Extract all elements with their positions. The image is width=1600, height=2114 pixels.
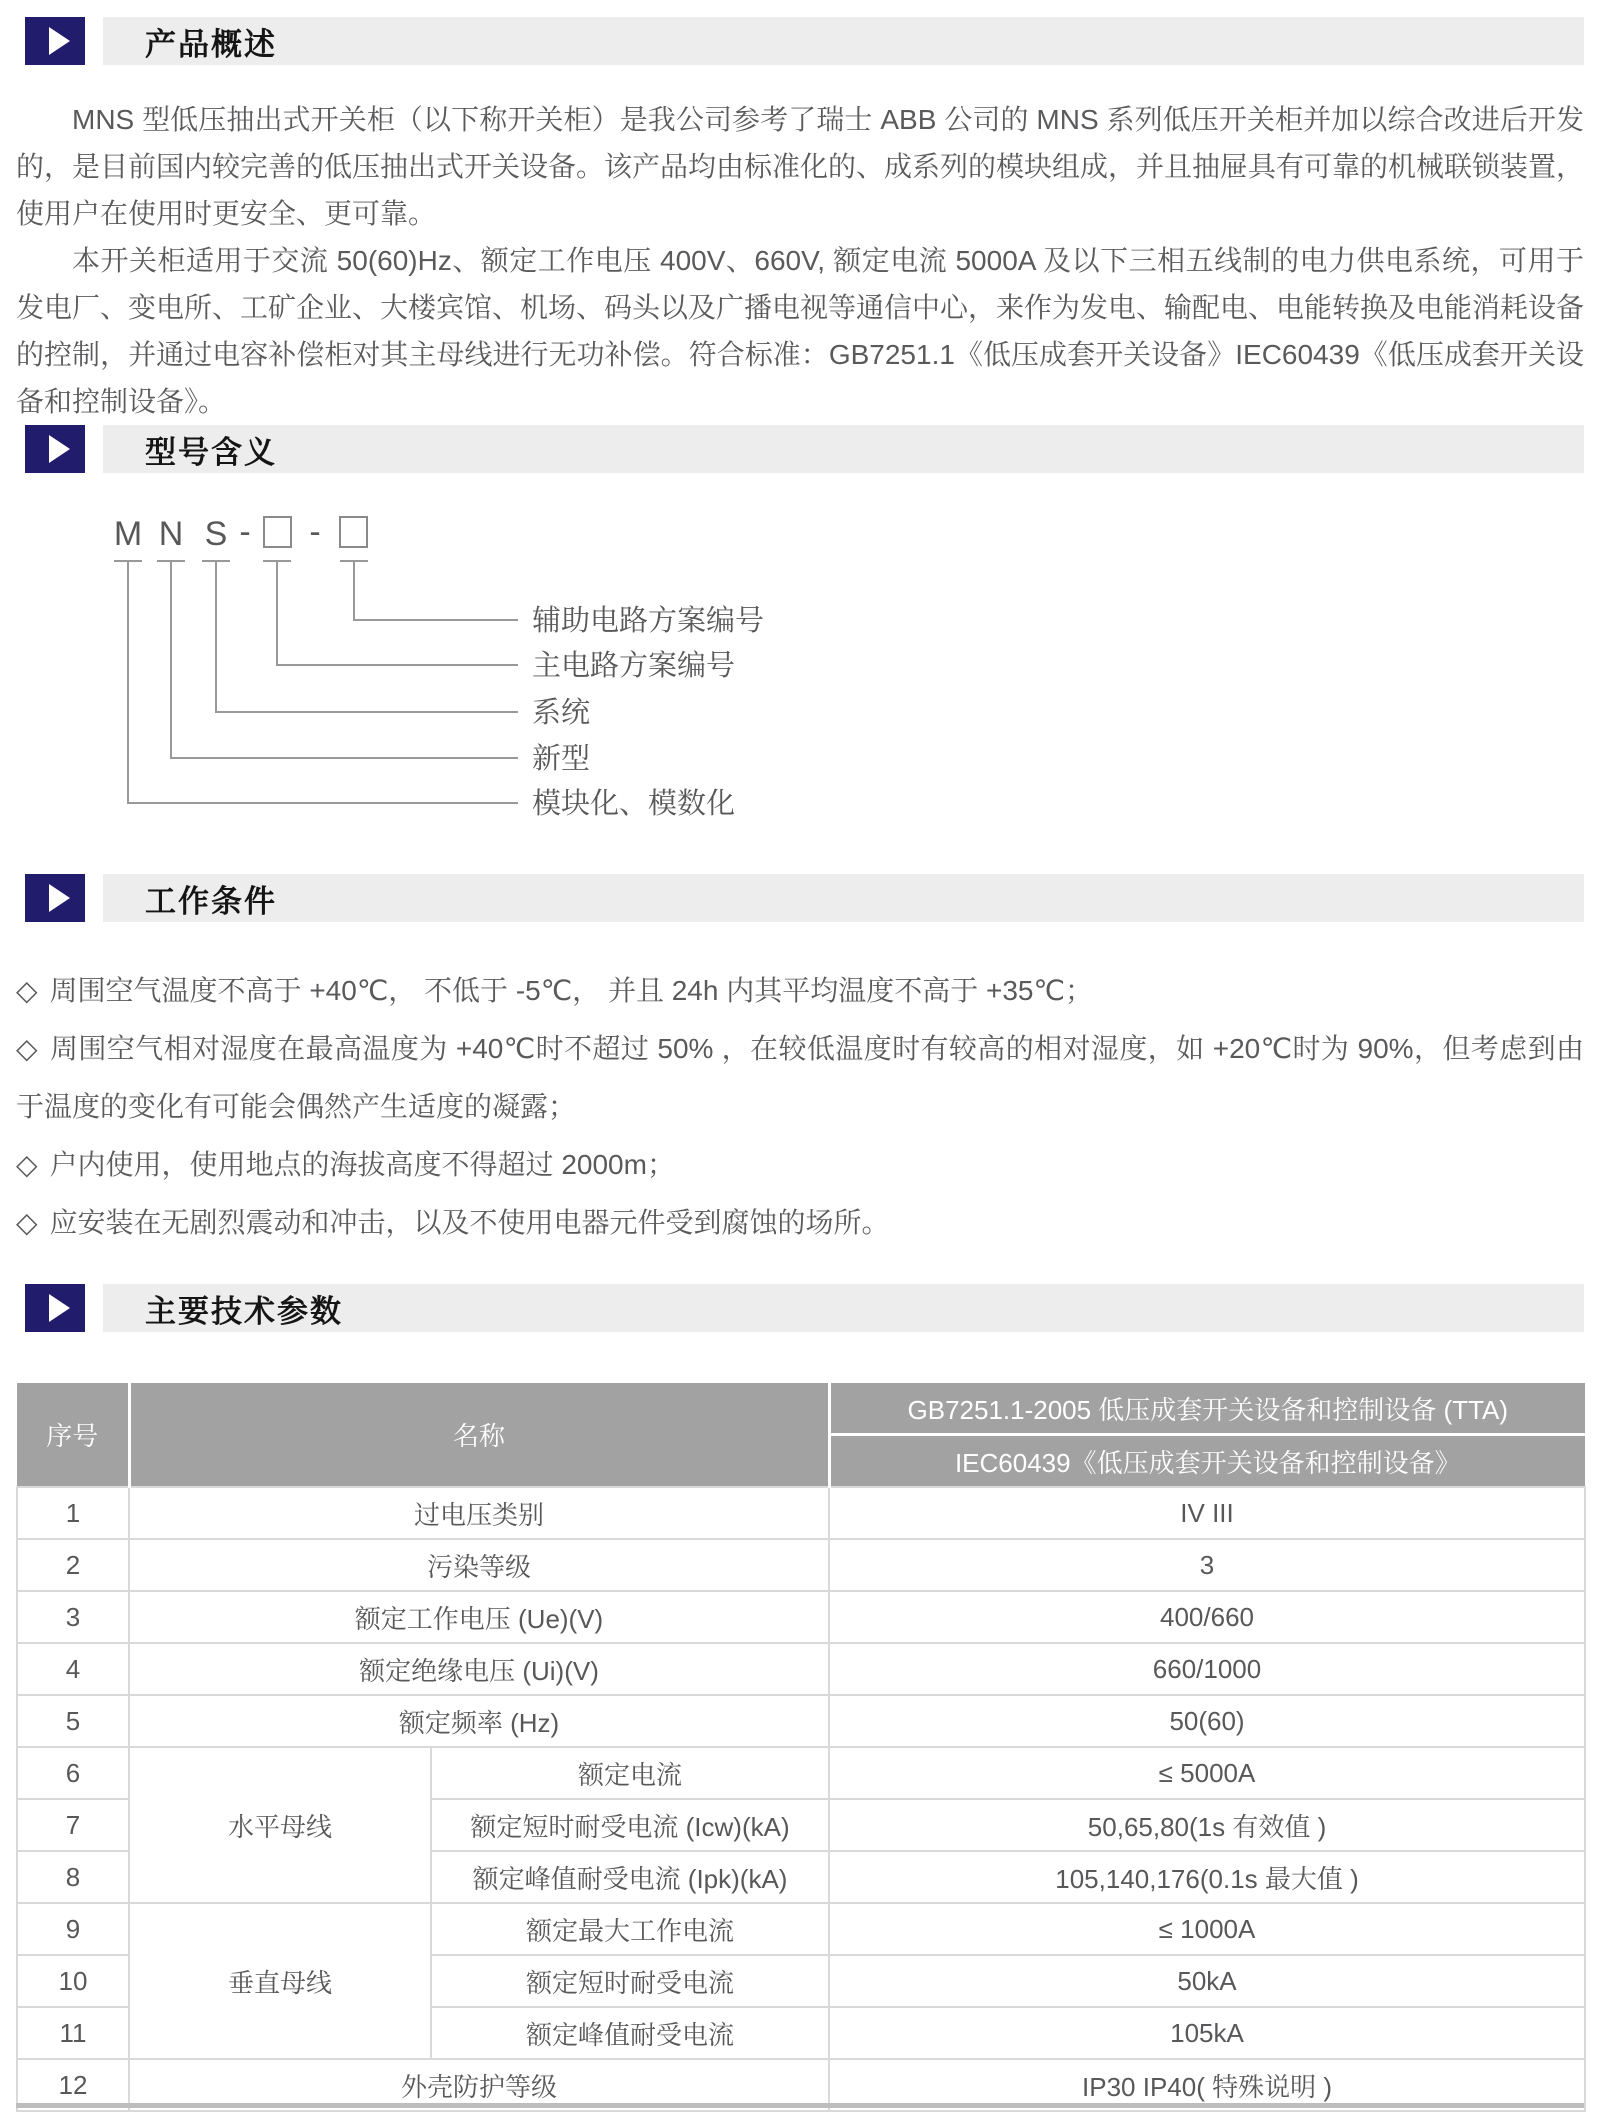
value-cell: 105kA	[829, 2007, 1585, 2059]
table-row	[17, 1591, 1585, 1643]
model-placeholder-box	[340, 517, 367, 547]
section-arrow-box	[25, 425, 85, 473]
parameters-table	[16, 1383, 1586, 2112]
name-cell: 额定短时耐受电流 (Icw)(kA)	[431, 1799, 829, 1851]
name-cell: 污染等级	[129, 1539, 829, 1591]
table-header-row	[17, 1383, 1585, 1435]
section-header-model	[25, 425, 1584, 473]
section-arrow-box	[25, 17, 85, 65]
table-row	[17, 1539, 1585, 1591]
col-header-no: 序号	[17, 1383, 129, 1487]
diamond-bullet-icon: ◇	[16, 1149, 38, 1180]
condition-item	[16, 1020, 1584, 1136]
name-cell: 额定频率 (Hz)	[129, 1695, 829, 1747]
model-label: 主电路方案编号	[532, 650, 736, 682]
parameters-table-header	[17, 1383, 1585, 1487]
model-label: 模块化、模数化	[532, 788, 736, 820]
name-cell: 额定峰值耐受电流	[431, 2007, 829, 2059]
section-title: 产品概述	[145, 26, 277, 62]
condition-text: 周围空气相对湿度在最高温度为 +40℃时不超过 50% ，在较低温度时有较高的相对湿度，如 +20℃时为 90%，但考虑到由于温度的变化有可能会偶然产生适度的凝露；	[16, 1033, 1584, 1122]
section-header-overview	[25, 17, 1584, 65]
condition-text: 应安装在无剧烈震动和冲击，以及不使用电器元件受到腐蚀的场所。	[49, 1207, 890, 1238]
col-header-standard-gb: GB7251.1-2005 低压成套开关设备和控制设备 (TTA)	[829, 1383, 1585, 1435]
col-header-standard-iec: IEC60439《低压成套开关设备和控制设备》	[829, 1435, 1585, 1488]
table-row	[17, 1903, 1585, 1955]
group-cell-horizontal-busbar: 水平母线	[129, 1747, 431, 1903]
name-cell: 额定工作电压 (Ue)(V)	[129, 1591, 829, 1643]
model-letter: N	[158, 515, 184, 553]
model-dash: -	[239, 513, 251, 551]
value-cell: IV III	[829, 1487, 1585, 1539]
table-row	[17, 1487, 1585, 1539]
section-title-bar	[103, 17, 1584, 65]
overview-paragraphs	[16, 96, 1584, 425]
value-cell: IP30 IP40( 特殊说明 )	[829, 2059, 1585, 2111]
model-placeholder-box	[264, 517, 291, 547]
name-cell: 额定峰值耐受电流 (Ipk)(kA)	[431, 1851, 829, 1903]
section-title: 主要技术参数	[145, 1293, 343, 1329]
value-cell: ≤ 1000A	[829, 1903, 1585, 1955]
row-no-cell: 11	[17, 2007, 129, 2059]
diamond-bullet-icon: ◇	[16, 975, 38, 1006]
row-no-cell: 4	[17, 1643, 129, 1695]
row-no-cell: 9	[17, 1903, 129, 1955]
condition-item	[16, 1136, 1584, 1194]
arrow-right-icon	[49, 1294, 70, 1322]
model-letter: M	[113, 515, 143, 553]
name-cell: 过电压类别	[129, 1487, 829, 1539]
section-title-bar	[103, 874, 1584, 922]
row-no-cell: 8	[17, 1851, 129, 1903]
condition-text: 周围空气温度不高于 +40℃， 不低于 -5℃， 并且 24h 内其平均温度不高于 +35℃；	[49, 975, 1093, 1006]
name-cell: 外壳防护等级	[129, 2059, 829, 2111]
page-bottom-divider	[16, 2103, 1584, 2108]
value-cell: 105,140,176(0.1s 最大值 )	[829, 1851, 1585, 1903]
name-cell: 额定最大工作电流	[431, 1903, 829, 1955]
overview-paragraph: 本开关柜适用于交流 50(60)Hz、额定工作电压 400V、660V, 额定电流 5000A 及以下三相五线制的电力供电系统，可用于发电厂、变电所、工矿企业、大楼宾馆、机场、码头以及广播电视等通信中心，来作为发电、输配电、电能转换及电能消耗设备的控制，并通过电容补偿柜对其主母线进行无功补偿。符合标准：GB7251.1《低压成套开关设备》IEC60439《低压成套开关设备和控制设备》。	[16, 245, 1585, 417]
section-title-bar	[103, 1284, 1584, 1332]
col-header-name: 名称	[129, 1383, 829, 1487]
arrow-right-icon	[49, 27, 70, 55]
overview-paragraph: MNS 型低压抽出式开关柜（以下称开关柜）是我公司参考了瑞士 ABB 公司的 MNS 系列低压开关柜并加以综合改进后开发的，是目前国内较完善的低压抽出式开关设备。该产品均由标准化的、成系列的模块组成，并且抽屉具有可靠的机械联锁装置，使用户在使用时更安全、更可靠。	[16, 104, 1585, 229]
arrow-right-icon	[49, 435, 70, 463]
row-no-cell: 2	[17, 1539, 129, 1591]
section-title: 型号含义	[145, 434, 277, 470]
table-row	[17, 1747, 1585, 1799]
row-no-cell: 10	[17, 1955, 129, 2007]
value-cell: ≤ 5000A	[829, 1747, 1585, 1799]
condition-item	[16, 962, 1584, 1020]
conditions-list	[16, 962, 1584, 1252]
row-no-cell: 6	[17, 1747, 129, 1799]
value-cell: 50kA	[829, 1955, 1585, 2007]
section-title: 工作条件	[145, 883, 277, 919]
condition-text: 户内使用，使用地点的海拔高度不得超过 2000m；	[49, 1149, 675, 1180]
name-cell: 额定绝缘电压 (Ui)(V)	[129, 1643, 829, 1695]
name-cell: 额定短时耐受电流	[431, 1955, 829, 2007]
value-cell: 50(60)	[829, 1695, 1585, 1747]
value-cell: 400/660	[829, 1591, 1585, 1643]
model-label: 辅助电路方案编号	[532, 605, 765, 637]
model-designation-diagram	[16, 505, 1576, 825]
table-row	[17, 1643, 1585, 1695]
row-no-cell: 3	[17, 1591, 129, 1643]
value-cell: 660/1000	[829, 1643, 1585, 1695]
model-label: 系统	[532, 697, 591, 729]
row-no-cell: 1	[17, 1487, 129, 1539]
section-header-conditions	[25, 874, 1584, 922]
value-cell: 3	[829, 1539, 1585, 1591]
group-cell-vertical-busbar: 垂直母线	[129, 1903, 431, 2059]
section-arrow-box	[25, 874, 85, 922]
diamond-bullet-icon: ◇	[16, 1207, 38, 1238]
model-label: 新型	[532, 743, 591, 775]
section-arrow-box	[25, 1284, 85, 1332]
connector-lines	[114, 561, 518, 803]
section-title-bar	[103, 425, 1584, 473]
model-letter: S	[204, 515, 228, 553]
row-no-cell: 7	[17, 1799, 129, 1851]
name-cell: 额定电流	[431, 1747, 829, 1799]
table-row	[17, 1695, 1585, 1747]
row-no-cell: 5	[17, 1695, 129, 1747]
section-header-parameters	[25, 1284, 1584, 1332]
value-cell: 50,65,80(1s 有效值 )	[829, 1799, 1585, 1851]
arrow-right-icon	[49, 884, 70, 912]
parameters-table-body	[17, 1487, 1585, 2111]
row-no-cell: 12	[17, 2059, 129, 2111]
condition-item	[16, 1194, 1584, 1252]
diamond-bullet-icon: ◇	[16, 1033, 38, 1064]
model-dash: -	[309, 513, 321, 551]
